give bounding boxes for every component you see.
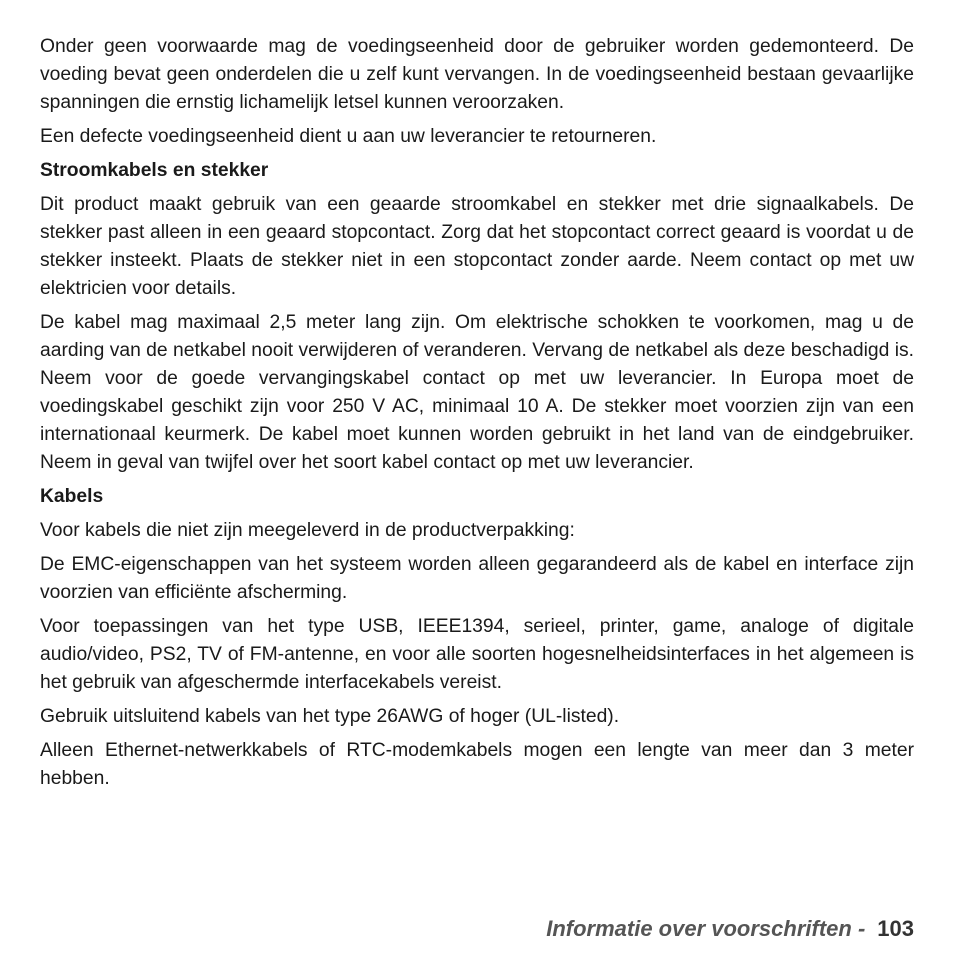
paragraph-power-supply-warning: Onder geen voorwaarde mag de voedingseenheid door de gebruiker worden gedemonteerd. De voeding bevat geen onderdelen die u zelf kunt vervangen. In de voedingseenheid bestaan gevaarlijke spanningen die ernstig lichamelijk letsel kunnen veroorzaken.: [40, 36, 914, 113]
page-number: 103: [877, 916, 914, 941]
document-body: [40, 33, 914, 799]
page-footer: [546, 914, 914, 944]
paragraph-cable-length: De kabel mag maximaal 2,5 meter lang zijn. Om elektrische schokken te voorkomen, mag u de aarding van de netkabel nooit verwijderen of veranderen. Vervang de netkabel als deze beschadigd is. Neem voor de goede vervangingskabel contact op met uw leverancier. In Europa moet de voedingskabel geschikt zijn voor 250 V AC, minimaal 10 A. De stekker moet voorzien zijn van een internationaal keurmerk. De kabel moet kunnen worden gebruikt in het land van de eindgebruiker. Neem in geval van twijfel over het soort kabel contact op met uw leverancier.: [40, 312, 914, 473]
paragraph-grounded-plug: Dit product maakt gebruik van een geaarde stroomkabel en stekker met drie signaalkabels. De stekker past alleen in een geaard stopcontact. Zorg dat het stopcontact correct geaard is voordat u de stekker insteekt. Plaats de stekker niet in een stopcontact zonder aarde. Neem contact op met uw elektricien voor details.: [40, 194, 914, 299]
paragraph-26awg-cables: Gebruik uitsluitend kabels van het type 26AWG of hoger (UL-listed).: [40, 706, 620, 727]
footer-section-title: Informatie over voorschriften -: [546, 916, 866, 941]
paragraph-shielded-interface-cables: Voor toepassingen van het type USB, IEEE1394, serieel, printer, game, analoge of digitale audio/video, PS2, TV of FM-antenne, en voor alle soorten hogesnelheidsinterfaces in het algemeen is het gebruik van afgeschermde interfacekabels vereist.: [40, 616, 914, 693]
paragraph-emc-shielding: De EMC-eigenschappen van het systeem worden alleen gegarandeerd als de kabel en interface zijn voorzien van efficiënte afscherming.: [40, 554, 914, 603]
paragraph-ethernet-length: Alleen Ethernet-netwerkkabels of RTC-modemkabels mogen een lengte van meer dan 3 meter hebben.: [40, 740, 914, 789]
paragraph-non-included-cables: Voor kabels die niet zijn meegeleverd in de productverpakking:: [40, 520, 575, 541]
heading-power-cords: Stroomkabels en stekker: [40, 160, 269, 181]
heading-cables: Kabels: [40, 486, 104, 507]
paragraph-return-defective: Een defecte voedingseenheid dient u aan uw leverancier te retourneren.: [40, 126, 657, 147]
